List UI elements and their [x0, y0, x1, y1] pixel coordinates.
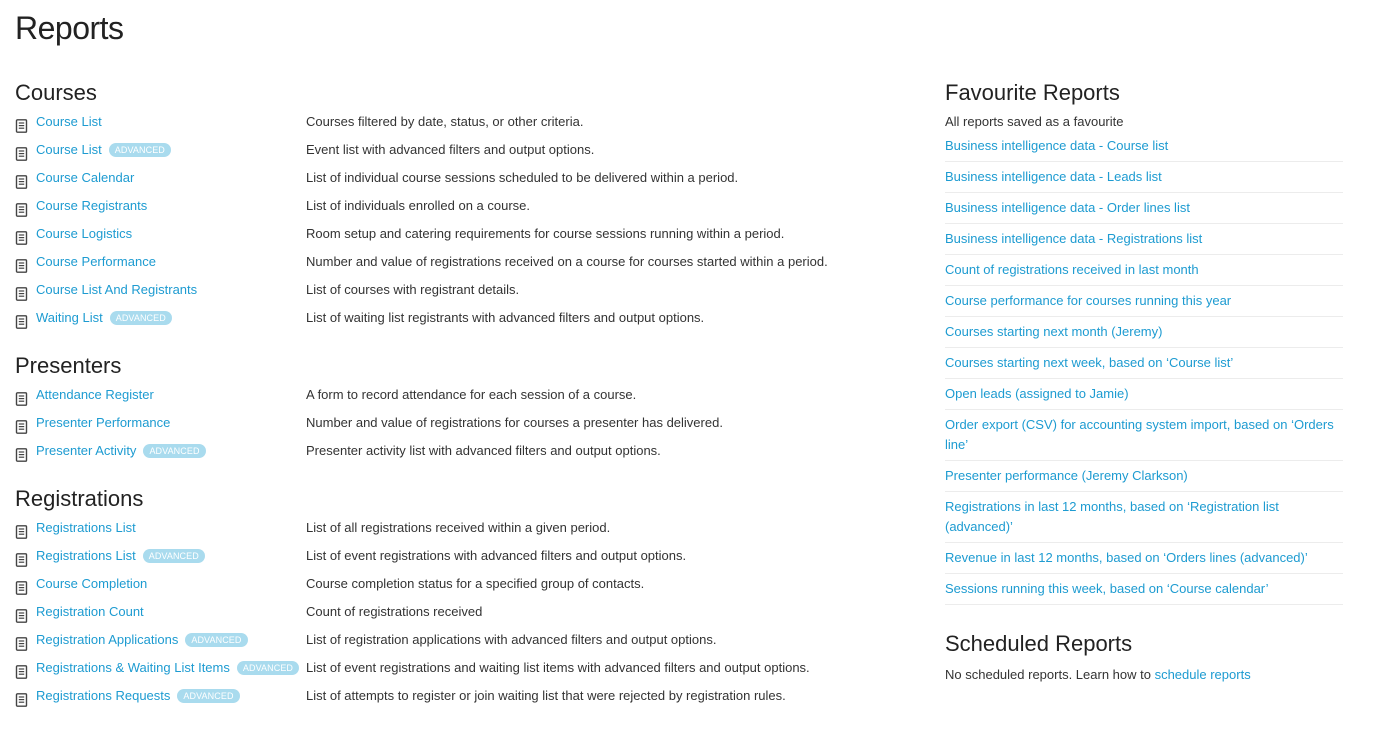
- favourite-report-link[interactable]: Count of registrations received in last month: [945, 255, 1343, 286]
- section-title-courses: Courses: [15, 80, 97, 105]
- advanced-badge: ADVANCED: [110, 311, 172, 325]
- report-description: Number and value of registrations for courses a presenter has delivered.: [306, 415, 723, 430]
- report-description: Count of registrations received: [306, 604, 483, 619]
- report-row-registrations-and-waiting-list-items-advanced: [15, 654, 895, 682]
- report-name-cell: [15, 654, 299, 682]
- favourite-report-link[interactable]: Business intelligence data - Order lines list: [945, 193, 1343, 224]
- document-icon: [15, 227, 28, 241]
- document-icon: [15, 661, 28, 675]
- report-link-course-list[interactable]: Course List: [36, 114, 102, 129]
- report-name-cell: [15, 381, 154, 409]
- report-row-registrations-requests-advanced: [15, 682, 895, 710]
- favourite-report-link[interactable]: Business intelligence data - Leads list: [945, 162, 1343, 193]
- advanced-badge: ADVANCED: [143, 549, 205, 563]
- report-name-cell: [15, 598, 144, 626]
- document-icon: [15, 549, 28, 563]
- report-name-cell: [15, 542, 205, 570]
- report-name-cell: [15, 409, 170, 437]
- scheduled-reports-title: Scheduled Reports: [945, 631, 1133, 656]
- document-icon: [15, 255, 28, 269]
- report-row-course-list-advanced: [15, 136, 895, 164]
- report-row-course-logistics: [15, 220, 895, 248]
- report-link-registrations-list[interactable]: Registrations List: [36, 520, 136, 535]
- report-link-course-calendar[interactable]: Course Calendar: [36, 170, 135, 185]
- favourite-reports-subtitle: All reports saved as a favourite: [945, 114, 1124, 129]
- report-link-registration-applications[interactable]: Registration Applications: [36, 632, 179, 647]
- favourite-report-link[interactable]: Presenter performance (Jeremy Clarkson): [945, 461, 1343, 492]
- report-row-course-performance: [15, 248, 895, 276]
- report-name-cell: [15, 108, 102, 136]
- report-name-cell: [15, 570, 147, 598]
- report-row-registration-count: [15, 598, 895, 626]
- advanced-badge: ADVANCED: [143, 444, 205, 458]
- document-icon: [15, 199, 28, 213]
- report-row-course-completion: [15, 570, 895, 598]
- report-link-registrations-requests[interactable]: Registrations Requests: [36, 688, 171, 703]
- report-row-presenter-activity-advanced: [15, 437, 895, 465]
- favourite-report-link[interactable]: Courses starting next week, based on ‘Course list’: [945, 348, 1343, 379]
- report-link-attendance-register[interactable]: Attendance Register: [36, 387, 154, 402]
- report-link-registrations-and-waiting-list-items[interactable]: Registrations & Waiting List Items: [36, 660, 230, 675]
- favourite-reports-list: [945, 131, 1343, 605]
- report-row-presenter-performance: [15, 409, 895, 437]
- report-row-registrations-list: [15, 514, 895, 542]
- favourite-report-link[interactable]: Order export (CSV) for accounting system import, based on ‘Orders line’: [945, 410, 1343, 461]
- favourite-report-link[interactable]: Revenue in last 12 months, based on ‘Orders lines (advanced)’: [945, 543, 1343, 574]
- report-name-cell: [15, 248, 156, 276]
- advanced-badge: ADVANCED: [237, 661, 299, 675]
- report-link-course-logistics[interactable]: Course Logistics: [36, 226, 133, 241]
- report-name-cell: [15, 276, 197, 304]
- report-row-course-list-and-registrants: [15, 276, 895, 304]
- document-icon: [15, 416, 28, 430]
- document-icon: [15, 605, 28, 619]
- favourite-report-link[interactable]: Sessions running this week, based on ‘Course calendar’: [945, 574, 1343, 605]
- report-row-waiting-list-advanced: [15, 304, 895, 332]
- scheduled-reports-message: No scheduled reports. Learn how to: [945, 667, 1155, 682]
- report-name-cell: [15, 682, 240, 710]
- report-name-cell: [15, 304, 172, 332]
- document-icon: [15, 283, 28, 297]
- report-row-course-list: [15, 108, 895, 136]
- document-icon: [15, 577, 28, 591]
- report-description: Courses filtered by date, status, or other criteria.: [306, 114, 584, 129]
- report-name-cell: [15, 437, 206, 465]
- advanced-badge: ADVANCED: [177, 689, 239, 703]
- report-description: Course completion status for a specified group of contacts.: [306, 576, 645, 591]
- advanced-badge: ADVANCED: [109, 143, 171, 157]
- report-link-presenter-activity[interactable]: Presenter Activity: [36, 443, 137, 458]
- report-name-cell: [15, 136, 171, 164]
- report-row-registration-applications-advanced: [15, 626, 895, 654]
- section-title-registrations: Registrations: [15, 486, 144, 511]
- report-description: A form to record attendance for each session of a course.: [306, 387, 637, 402]
- document-icon: [15, 444, 28, 458]
- page-title: Reports: [15, 10, 124, 46]
- report-description: List of waiting list registrants with advanced filters and output options.: [306, 310, 705, 325]
- report-description: Number and value of registrations received on a course for courses started within a period.: [306, 254, 828, 269]
- report-description: Room setup and catering requirements for course sessions running within a period.: [306, 226, 785, 241]
- favourite-report-link[interactable]: Courses starting next month (Jeremy): [945, 317, 1343, 348]
- report-row-course-calendar: [15, 164, 895, 192]
- report-row-attendance-register: [15, 381, 895, 409]
- document-icon: [15, 633, 28, 647]
- report-link-presenter-performance[interactable]: Presenter Performance: [36, 415, 171, 430]
- report-description: List of all registrations received within a given period.: [306, 520, 611, 535]
- favourite-report-link[interactable]: Course performance for courses running this year: [945, 286, 1343, 317]
- advanced-badge: ADVANCED: [185, 633, 247, 647]
- report-link-registration-count[interactable]: Registration Count: [36, 604, 144, 619]
- report-description: List of individuals enrolled on a course.: [306, 198, 531, 213]
- report-link-waiting-list[interactable]: Waiting List: [36, 310, 103, 325]
- report-name-cell: [15, 192, 147, 220]
- report-name-cell: [15, 164, 134, 192]
- report-description: List of registration applications with advanced filters and output options.: [306, 632, 717, 647]
- registrations-section: [15, 484, 895, 710]
- presenters-section: [15, 351, 895, 465]
- document-icon: [15, 115, 28, 129]
- report-description: List of individual course sessions scheduled to be delivered within a period.: [306, 170, 739, 185]
- report-description: List of event registrations with advanced filters and output options.: [306, 548, 687, 563]
- report-row-course-registrants: [15, 192, 895, 220]
- report-link-course-completion[interactable]: Course Completion: [36, 576, 148, 591]
- scheduled-reports-text: [945, 666, 1343, 683]
- report-description: List of courses with registrant details.: [306, 282, 520, 297]
- report-link-course-list-and-registrants[interactable]: Course List And Registrants: [36, 282, 198, 297]
- favourite-reports-title: Favourite Reports: [945, 80, 1120, 105]
- report-link-registrations-list[interactable]: Registrations List: [36, 548, 136, 563]
- document-icon: [15, 521, 28, 535]
- courses-section: [15, 78, 895, 332]
- favourite-report-link[interactable]: Registrations in last 12 months, based on ‘Registration list (advanced)’: [945, 492, 1343, 543]
- favourite-report-link[interactable]: Open leads (assigned to Jamie): [945, 379, 1343, 410]
- report-description: List of attempts to register or join waiting list that were rejected by registration rules.: [306, 688, 786, 703]
- report-link-course-registrants[interactable]: Course Registrants: [36, 198, 148, 213]
- favourite-report-link[interactable]: Business intelligence data - Course list: [945, 131, 1343, 162]
- report-description: Presenter activity list with advanced filters and output options.: [306, 443, 661, 458]
- favourite-report-link[interactable]: Business intelligence data - Registrations list: [945, 224, 1343, 255]
- report-name-cell: [15, 514, 136, 542]
- document-icon: [15, 143, 28, 157]
- report-row-registrations-list-advanced: [15, 542, 895, 570]
- document-icon: [15, 171, 28, 185]
- section-title-presenters: Presenters: [15, 353, 122, 378]
- report-description: List of event registrations and waiting list items with advanced filters and output options.: [306, 660, 810, 675]
- document-icon: [15, 689, 28, 703]
- document-icon: [15, 311, 28, 325]
- document-icon: [15, 388, 28, 402]
- schedule-reports-link[interactable]: schedule reports: [1154, 667, 1251, 682]
- report-link-course-list[interactable]: Course List: [36, 142, 102, 157]
- report-name-cell: [15, 220, 132, 248]
- report-description: Event list with advanced filters and output options.: [306, 142, 595, 157]
- report-link-course-performance[interactable]: Course Performance: [36, 254, 156, 269]
- report-name-cell: [15, 626, 248, 654]
- report-categories: [15, 78, 895, 710]
- sidebar: [945, 78, 1343, 683]
